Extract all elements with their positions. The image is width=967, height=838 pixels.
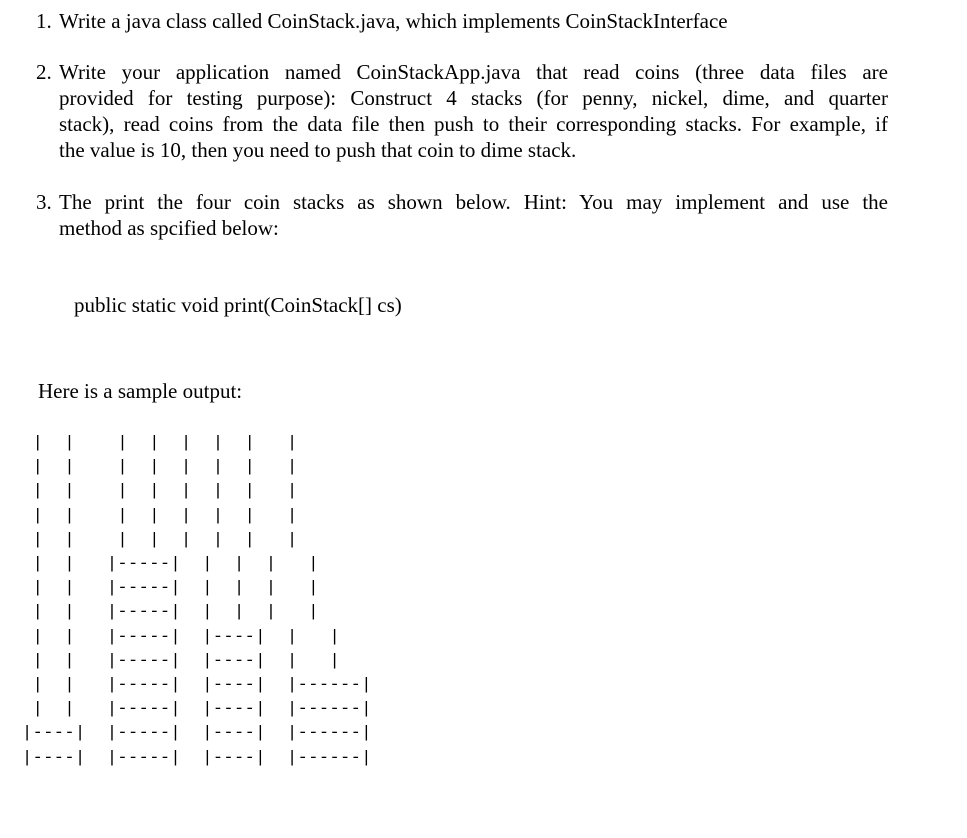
sample-output-label: Here is a sample output: — [38, 379, 243, 403]
sample-output-line: | | | | | | | | — [22, 458, 298, 478]
sample-output-line: | | | | | | | | — [22, 482, 298, 502]
item-line: the value is 10, then you need to push that coin to dime stack. — [59, 138, 577, 162]
item-line: provided for testing purpose): Construct 4 stacks (for penny, nickel, dime, and quarter — [59, 86, 888, 110]
sample-output-line: | | |-----| | | | | — [22, 555, 319, 575]
method-signature: public static void print(CoinStack[] cs) — [74, 293, 402, 317]
sample-output-line: | | |-----| |----| | | — [22, 627, 341, 647]
sample-output-line: | | |-----| | | | | — [22, 603, 319, 623]
sample-output-line: |----| |-----| |----| |------| — [22, 748, 372, 768]
item-line: Write your application named CoinStackApp.java that read coins (three data files are — [59, 60, 888, 84]
sample-output-line: | | |-----| |----| | | — [22, 651, 341, 671]
instruction-item-3 — [36, 189, 888, 241]
item-text — [59, 189, 888, 241]
sample-output-line: | | |-----| |----| |------| — [22, 700, 372, 720]
item-line: Write a java class called CoinStack.java, which implements CoinStackInterface — [59, 9, 728, 33]
sample-output-line: | | |-----| | | | | — [22, 579, 319, 599]
item-number: 3. — [36, 190, 52, 214]
sample-output-line: | | | | | | | | — [22, 506, 298, 526]
item-line: method as spcified below: — [59, 216, 279, 240]
item-line: The print the four coin stacks as shown below. Hint: You may implement and use the — [59, 190, 888, 214]
sample-output-line: |----| |-----| |----| |------| — [22, 724, 372, 744]
instruction-item-2 — [36, 59, 888, 163]
item-line: stack), read coins from the data file then push to their corresponding stacks. For example, if — [59, 112, 888, 136]
item-text — [59, 59, 888, 163]
sample-output-line: | | |-----| |----| |------| — [22, 676, 372, 696]
instruction-item-1 — [36, 8, 888, 34]
sample-output-line: | | | | | | | | — [22, 434, 298, 453]
item-number: 2. — [36, 60, 52, 84]
item-text — [59, 8, 888, 34]
item-number: 1. — [36, 9, 52, 33]
sample-output-block — [22, 432, 372, 771]
sample-output-line: | | | | | | | | — [22, 530, 298, 550]
